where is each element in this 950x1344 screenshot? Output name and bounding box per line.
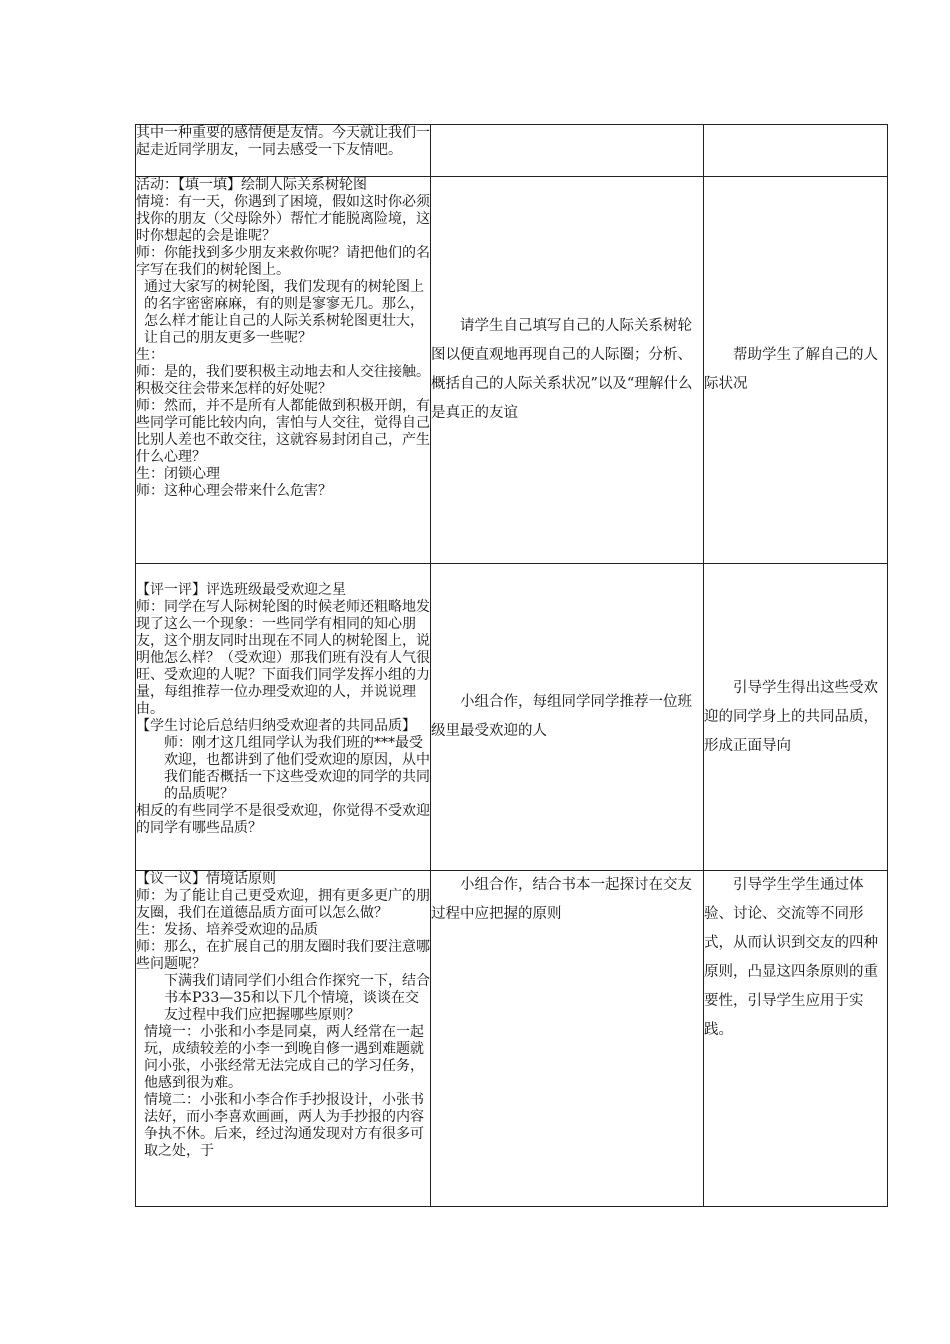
design-intent-cell: [704, 871, 888, 1207]
paragraph: 请学生自己填写自己的人际关系树轮图以便直观地再现自己的人际圈；分析、概括自己的人际关系状况”以及“理解什么是真正的友谊: [431, 318, 693, 421]
paragraph: 其中一种重要的感情便是友情。今天就让我们一起走近同学朋友，一同去感受一下友情吧。: [136, 125, 430, 158]
design-intent-cell: [704, 125, 888, 177]
paragraph: 【评一评】评选班级最受欢迎之星: [136, 582, 346, 598]
paragraph: 师：是的，我们要积极主动地去和人交往接触。积极交往会带来怎样的好处呢？: [136, 364, 430, 397]
paragraph: 小组合作，结合书本一起探讨在交友过程中应把握的原则: [431, 877, 692, 922]
paragraph: 生：闭锁心理: [136, 466, 220, 482]
paragraph: 生：发扬、培养受欢迎的品质: [136, 922, 318, 938]
paragraph: 师：这种心理会带来什么危害？: [136, 483, 332, 499]
paragraph: 师：然而，并不是所有人都能做到积极开朗，有些同学可能比较内向，害怕与人交往，觉得自己比别人差也不敢交往，这就容易封闭自己，产生什么心理？: [136, 398, 430, 465]
paragraph: 生：: [136, 347, 164, 363]
paragraph: 情境一：小张和小李是同桌，两人经常在一起玩，成绩较差的小李一到晚自修一遇到难题就问小张，小张经常无法完成自己的学习任务，他感到很为难。: [144, 1024, 424, 1091]
paragraph: 引导学生得出这些受欢迎的同学身上的共同品质，形成正面导向: [704, 679, 878, 754]
table-row: [136, 177, 888, 564]
paragraph: 情境：有一天，你遇到了困境，假如这时你必须找你的朋友（父母除外）帮忙才能脱离险境，这时你想起的会是谁呢？: [136, 194, 430, 244]
table-row: [136, 871, 888, 1207]
paragraph: 师：你能找到多少朋友来救你呢？请把他们的名字写在我们的树轮图上。: [136, 245, 430, 278]
table-row: [136, 125, 888, 177]
teacher-activity-cell: [136, 564, 431, 871]
student-activity-cell: [431, 125, 704, 177]
paragraph: 师：刚才这几组同学认为我们班的***最受欢迎，也都讲到了他们受欢迎的原因，从中我们能否概括一下这些受欢迎的同学的共同的品质呢？: [164, 735, 430, 802]
student-activity-cell: [431, 871, 704, 1207]
paragraph: 通过大家写的树轮图，我们发现有的树轮图上的名字密密麻麻，有的则是寥寥无几。那么，怎么样才能让自己的人际关系树轮图更壮大，让自己的朋友更多一些呢？: [144, 279, 424, 346]
table-row: [136, 564, 888, 871]
paragraph: 引导学生学生通过体验、讨论、交流等不同形式，从而认识到交友的四种原则，凸显这四条原则的重要性，引导学生应用于实践。: [704, 877, 878, 1038]
paragraph: 师：那么，在扩展自己的朋友圈时我们要注意哪些问题呢？: [136, 939, 430, 972]
teacher-activity-cell: [136, 125, 431, 177]
paragraph: 活动：【填一填】绘制人际关系树轮图: [136, 177, 367, 193]
lesson-plan-table: [135, 124, 888, 1207]
paragraph: 情境二：小张和小李合作手抄报设计，小张书法好，而小李喜欢画画，两人为手抄报的内容争执不休。后来，经过沟通发现对方有很多可取之处，于: [144, 1092, 424, 1159]
paragraph: 师：为了能让自己更受欢迎，拥有更多更广的朋友圈，我们在道德品质方面可以怎么做？: [136, 888, 430, 921]
paragraph: 下满我们请同学们小组合作探究一下，结合书本P33—35和以下几个情境，谈谈在交友过程中我们应把握哪些原则？: [164, 973, 430, 1023]
paragraph: 【学生讨论后总结归纳受欢迎者的共同品质】: [136, 718, 416, 734]
paragraph: 相反的有些同学不是很受欢迎，你觉得不受欢迎的同学有哪些品质？: [136, 803, 430, 836]
teacher-activity-cell: [136, 177, 431, 564]
design-intent-cell: [704, 177, 888, 564]
paragraph: 小组合作，每组同学同学推荐一位班级里最受欢迎的人: [431, 694, 692, 739]
paragraph: 帮助学生了解自己的人际状况: [704, 347, 878, 392]
teacher-activity-cell: [136, 871, 431, 1207]
student-activity-cell: [431, 564, 704, 871]
design-intent-cell: [704, 564, 888, 871]
student-activity-cell: [431, 177, 704, 564]
paragraph: 【议一议】情境话原则: [136, 871, 276, 887]
paragraph: 师：同学在写人际树轮图的时候老师还粗略地发现了这么一个现象：一些同学有相同的知心朋友，这个朋友同时出现在不同人的树轮图上，说明他怎么样？（受欢迎）那我们班有没有人气很旺、受欢迎的人呢？下面我们同学发挥小组的力量，每组推荐一位办理受欢迎的人，并说说理由。: [136, 599, 430, 717]
